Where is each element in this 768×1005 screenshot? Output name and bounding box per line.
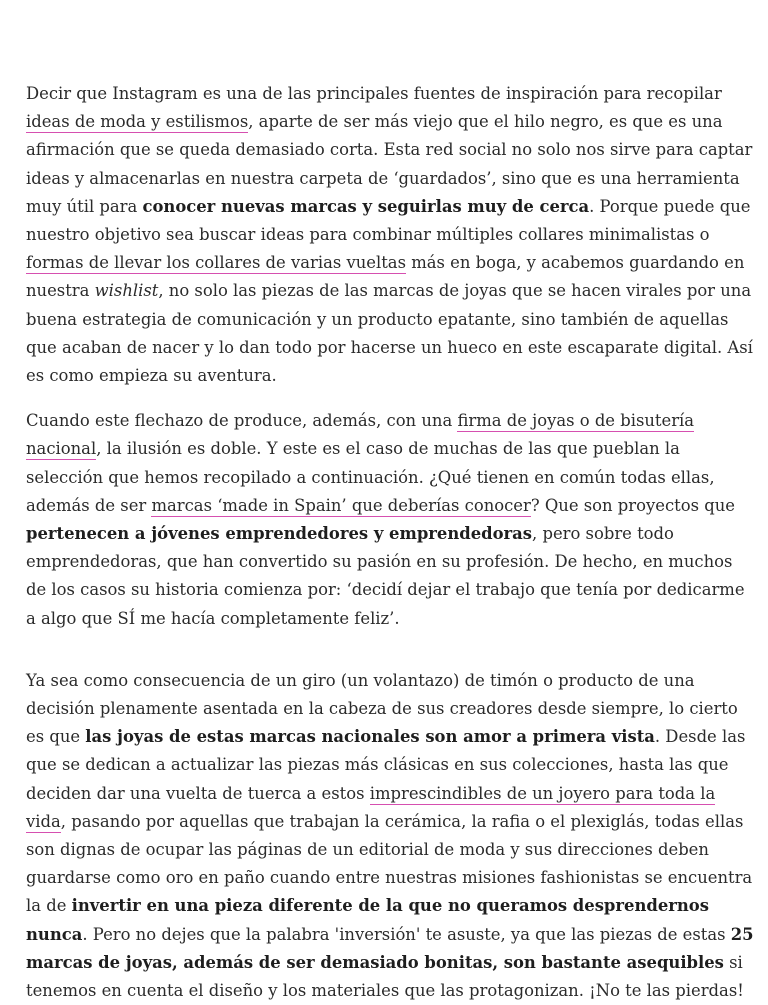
paragraph-1 (26, 80, 756, 390)
bold-text: pertenecen a jóvenes emprendedores y emprendedoras (26, 524, 533, 544)
bold-text: las joyas de estas marcas nacionales son amor a primera vista (85, 727, 655, 747)
paragraph-2 (26, 407, 756, 633)
paragraph-3 (26, 667, 756, 1005)
bold-text: invertir en una pieza diferente de la que no queramos desprendernos nunca (26, 896, 709, 944)
paragraph-text: , no solo las piezas de las marcas de joyas que se hacen virales por una buena estrategia de comunicación y un producto epatante, sino también de aquellas que acaban de nacer y lo dan todo por hacerse un hueco en este escaparate digital. Así es como empieza su aventura. (26, 281, 753, 386)
paragraph-text: Cuando este flechazo de produce, además, con una (26, 411, 458, 431)
paragraph-text: , la ilusión es doble. Y este es el caso de muchas de las que pueblan la selección que hemos recopilado a continuación. ¿Qué tienen en común todas ellas, además de ser (26, 439, 715, 515)
paragraph-text: , pasando por aquellas que trabajan la cerámica, la rafia o el plexiglás, todas ellas son dignas de ocupar las páginas de un editorial de moda y sus direcciones deben guardarse como oro en paño cuando entre nuestras misiones fashionistas se encuentra la de (26, 811, 753, 916)
article-body (26, 80, 756, 1005)
paragraph-text: Ya sea como consecuencia de un giro (un volantazo) de timón o producto de una decisión plenamente asentada en la cabeza de sus creadores desde siempre, lo cierto es que (26, 670, 738, 747)
paragraph-text: si tenemos en cuenta el diseño y los materiales que las protagonizan. ¡No te las pierdas! (26, 952, 744, 1001)
link-marcas-made-in-spain[interactable]: marcas ‘made in Spain’ que deberías conocer (151, 495, 531, 515)
paragraph-text: . Pero no dejes que la palabra 'inversión' te asuste, ya que las piezas de estas (82, 924, 731, 944)
link-ideas-moda[interactable]: ideas de moda y estilismos (26, 112, 249, 132)
paragraph-text: . Porque puede que nuestro objetivo sea buscar ideas para combinar múltiples collares minimalistas o (26, 196, 751, 245)
paragraph-text: más en boga, y acabemos guardando en nuestra (26, 253, 745, 301)
paragraph-text: ? Que son proyectos que (530, 495, 735, 515)
paragraph-text: , aparte de ser más viejo que el hilo negro, es que es una afirmación que se queda demasiado corta. Esta red social no solo nos sirve para captar ideas y almacenarlas en nuestra carpeta de ‘guardados’, sino que es una herramienta muy útil para (26, 112, 753, 216)
paragraph-text: . Desde las que se dedican a actualizar las piezas más clásicas en sus colecciones, hasta las que deciden dar una vuelta de tuerca a estos (26, 727, 746, 803)
link-collares-vueltas[interactable]: formas de llevar los collares de varias vueltas (26, 253, 406, 273)
bold-text: conocer nuevas marcas y seguirlas muy de cerca (142, 196, 590, 216)
paragraph-text: , pero sobre todo emprendedoras, que han convertido su pasión en su profesión. De hecho, en muchos de los casos su historia comienza por: ‘decidí dejar el trabajo que tenía por dedicarme a algo que SÍ me hacía completamente feliz’. (26, 524, 745, 628)
link-imprescindibles-joyero[interactable]: imprescindibles de un joyero para toda la vida (26, 783, 716, 831)
bold-text: 25 marcas de joyas, además de ser demasiado bonitas, son bastante asequibles (26, 924, 754, 972)
link-firma-joyas[interactable]: firma de joyas o de bisutería nacional (26, 411, 695, 459)
paragraph-text: Decir que Instagram es una de las principales fuentes de inspiración para recopilar (26, 84, 722, 103)
italic-text: wishlist (94, 281, 159, 301)
